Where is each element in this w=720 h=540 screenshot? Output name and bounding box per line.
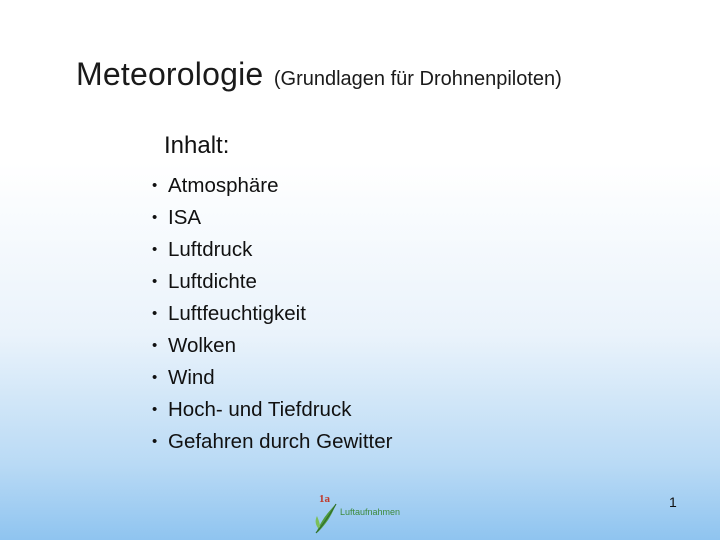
bullet-icon: • [152, 337, 158, 354]
contents-item [152, 330, 392, 362]
bullet-icon: • [152, 369, 158, 386]
bullet-icon: • [152, 209, 158, 226]
contents-item-label: Wind [168, 366, 215, 389]
contents-list [152, 170, 393, 458]
bullet-icon: • [152, 433, 158, 450]
contents-heading: Inhalt: [164, 132, 230, 159]
contents-item-label: Atmosphäre [168, 174, 279, 197]
contents-item-label: ISA [168, 206, 202, 229]
bullet-icon: • [152, 401, 158, 418]
slide-title [76, 56, 562, 93]
contents-item [152, 426, 393, 458]
contents-item [152, 170, 392, 202]
contents-item-label: Luftfeuchtigkeit [168, 302, 306, 325]
bullet-icon: • [152, 177, 158, 194]
contents-item [152, 234, 392, 266]
contents-item-label: Luftdruck [168, 238, 253, 261]
contents-item-label: Wolken [168, 334, 236, 357]
page-number: 1 [669, 494, 677, 510]
contents-item-label: Luftdichte [168, 270, 257, 293]
contents-item [152, 394, 392, 426]
contents-item-label: Gefahren durch Gewitter [168, 430, 393, 453]
bullet-icon: • [152, 305, 158, 322]
logo-badge: 1a [319, 493, 330, 505]
contents-item [152, 266, 392, 298]
bullet-icon: • [152, 273, 158, 290]
bullet-icon: • [152, 241, 158, 258]
slide-title-subtitle: (Grundlagen für Drohnenpiloten) [273, 68, 562, 90]
slide-title-main: Meteorologie [76, 56, 264, 92]
company-logo [312, 490, 422, 536]
contents-item-label: Hoch- und Tiefdruck [168, 398, 352, 421]
contents-item [152, 298, 392, 330]
logo-text: Luftaufnahmen [340, 507, 401, 517]
contents-item [152, 362, 392, 394]
contents-item [152, 202, 392, 234]
